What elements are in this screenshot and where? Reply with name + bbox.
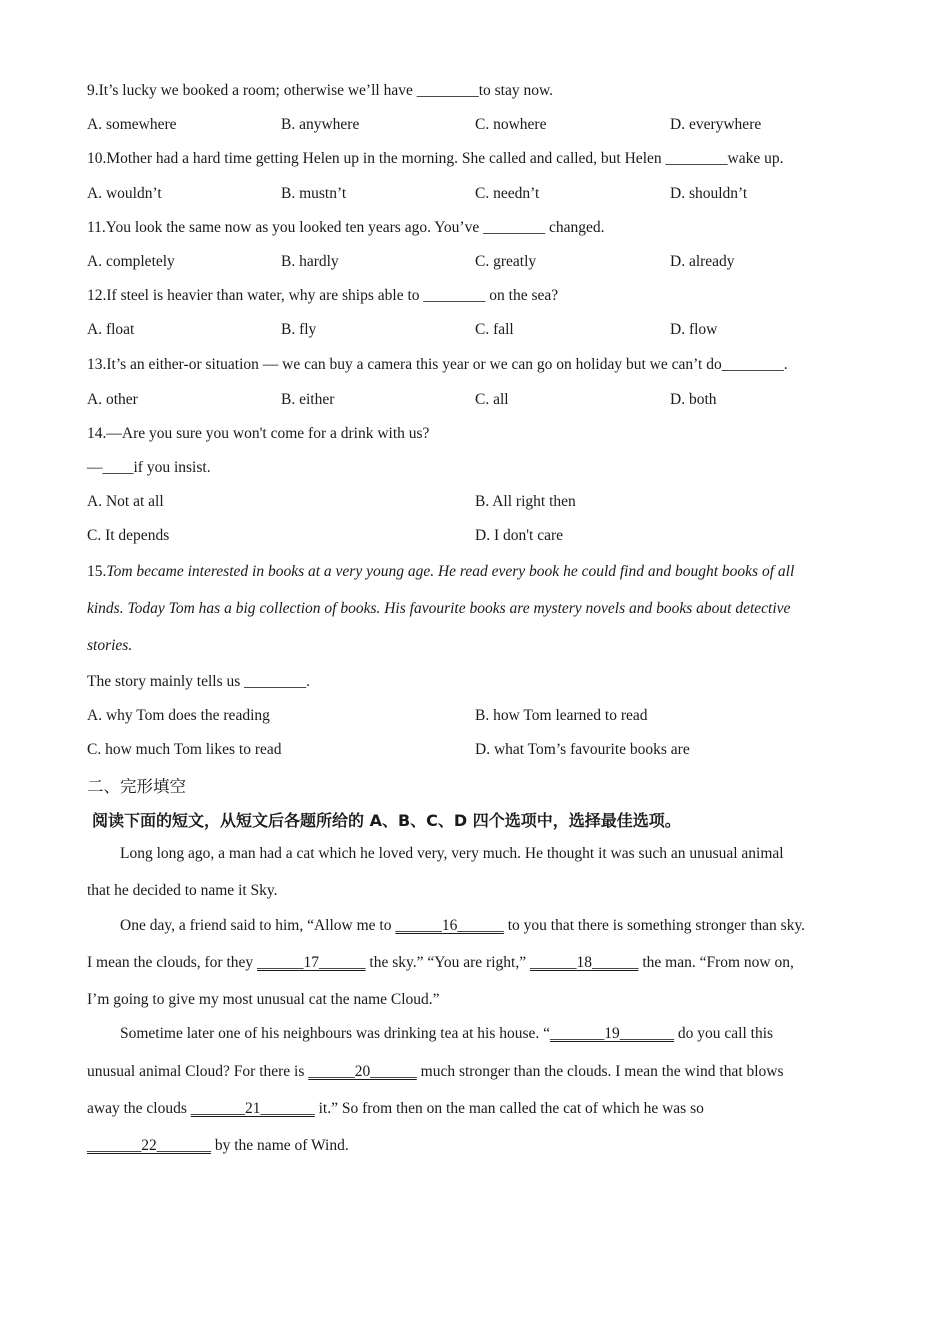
question-13-options [87, 391, 877, 415]
option-a: A. other [87, 391, 138, 408]
question-15-passage-line [87, 563, 794, 581]
option-c: C. needn’t [475, 185, 540, 202]
option-b: B. hardly [281, 253, 339, 270]
cloze-line [120, 917, 805, 935]
question-11-stem: 11.You look the same now as you looked ten years ago. You’ve ________ changed. [87, 219, 605, 236]
option-c: C. nowhere [475, 116, 547, 133]
option-b: B. either [281, 391, 335, 408]
option-d: D. I don't care [475, 527, 564, 544]
section-title: 二、完形填空 [87, 777, 186, 796]
option-a: A. Not at all [87, 493, 164, 510]
option-d: D. both [670, 391, 717, 408]
option-a: A. float [87, 321, 135, 338]
question-10-stem: 10.Mother had a hard time getting Helen up in the morning. She called and called, but Helen ________wake up. [87, 150, 784, 167]
question-15-passage-line: stories. [87, 637, 133, 654]
option-b: B. mustn’t [281, 185, 347, 202]
passage-text: Tom became interested in books at a very young age. He read every book he could find and bought books of all [106, 563, 795, 580]
question-12-stem: 12.If steel is heavier than water, why are ships able to ________ on the sea? [87, 287, 559, 304]
cloze-text: I mean the clouds, for they [87, 954, 258, 971]
reply-text: if you insist. [133, 459, 211, 476]
question-number: 15. [87, 563, 107, 580]
option-b: B. fly [281, 321, 317, 338]
cloze-line: Long long ago, a man had a cat which he loved very, very much. He thought it was such an unusual animal [120, 845, 784, 862]
option-d: D. shouldn’t [670, 185, 748, 202]
option-d: D. everywhere [670, 116, 762, 133]
question-15-options-row2 [87, 741, 877, 765]
cloze-text: by the name of Wind. [211, 1137, 349, 1154]
option-b: B. anywhere [281, 116, 360, 133]
blank-21: _______21_______ [190, 1100, 315, 1117]
cloze-text: One day, a friend said to him, “Allow me to [120, 917, 396, 934]
cloze-text: away the clouds [87, 1100, 191, 1117]
blank-20: ______20______ [308, 1063, 417, 1080]
option-c: C. fall [475, 321, 514, 338]
cloze-line [87, 1063, 784, 1081]
option-d: D. already [670, 253, 735, 270]
option-c: C. all [475, 391, 509, 408]
blank-17: ______17______ [257, 954, 366, 971]
question-15-passage-line: kinds. Today Tom has a big collection of books. His favourite books are mystery novels and books about detective [87, 600, 791, 617]
cloze-text: do you call this [674, 1025, 774, 1042]
question-15-stem: The story mainly tells us ________. [87, 673, 311, 690]
blank-19: _______19_______ [550, 1025, 675, 1042]
cloze-text: Sometime later one of his neighbours was drinking tea at his house. “ [120, 1025, 551, 1042]
question-15-options-row1 [87, 707, 877, 731]
section-instruction: 阅读下面的短文，从短文后各题所给的 A、B、C、D 四个选项中，选择最佳选项。 [92, 811, 681, 830]
option-d: D. flow [670, 321, 718, 338]
cloze-line [87, 954, 794, 972]
cloze-text: much stronger than the clouds. I mean the wind that blows [416, 1063, 784, 1080]
blank-18: ______18______ [529, 954, 639, 971]
question-14-stem: 14.—Are you sure you won't come for a drink with us? [87, 425, 430, 442]
question-14-options-row2 [87, 527, 877, 551]
cloze-line: I’m going to give my most unusual cat the name Cloud.” [87, 991, 440, 1008]
cloze-text: unusual animal Cloud? For there is [87, 1063, 309, 1080]
cloze-line [87, 1137, 349, 1155]
option-d: D. what Tom’s favourite books are [475, 741, 690, 758]
question-9-options [87, 116, 877, 140]
cloze-text: the sky.” “You are right,” [365, 954, 530, 971]
option-c: C. how much Tom likes to read [87, 741, 282, 758]
question-14-options-row1 [87, 493, 877, 517]
option-a: A. wouldn’t [87, 185, 162, 202]
question-11-options [87, 253, 877, 277]
option-a: A. completely [87, 253, 175, 270]
question-14-reply [87, 459, 211, 477]
option-a: A. somewhere [87, 116, 177, 133]
cloze-line [87, 1100, 704, 1118]
question-12-options [87, 321, 877, 345]
cloze-text: it.” So from then on the man called the cat of which he was so [314, 1100, 704, 1117]
option-a: A. why Tom does the reading [87, 707, 270, 724]
question-10-options [87, 185, 877, 209]
option-b: B. All right then [475, 493, 576, 510]
dash: — [87, 459, 103, 476]
cloze-text: to you that there is something stronger than sky. [503, 917, 806, 934]
option-c: C. greatly [475, 253, 537, 270]
cloze-text: the man. “From now on, [638, 954, 794, 971]
cloze-line [120, 1025, 773, 1043]
question-9-stem: 9.It’s lucky we booked a room; otherwise we’ll have ________to stay now. [87, 82, 554, 99]
blank-22: _______22_______ [87, 1137, 211, 1154]
option-b: B. how Tom learned to read [475, 707, 648, 724]
question-13-stem: 13.It’s an either-or situation — we can buy a camera this year or we can go on holiday but we can’t do________. [87, 356, 788, 373]
option-c: C. It depends [87, 527, 170, 544]
cloze-line: that he decided to name it Sky. [87, 882, 278, 899]
blank-16: ______16______ [395, 917, 504, 934]
answer-blank: ____ [102, 459, 134, 476]
